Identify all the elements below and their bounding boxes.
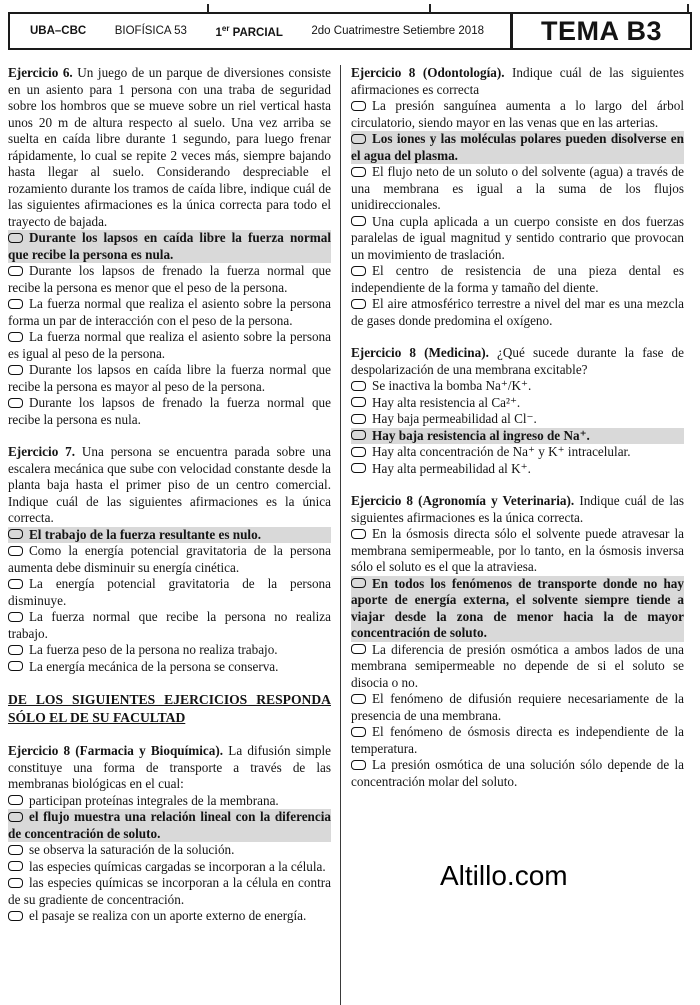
exercise-intro: [8, 444, 331, 527]
option-text: las especies químicas se incorporan a la célula en contra de su gradiente de concentración.: [8, 875, 331, 907]
answer-option: [351, 164, 684, 214]
option-text: el pasaje se realiza con un aporte externo de energía.: [29, 908, 307, 923]
answer-option: [351, 576, 684, 642]
answer-checkbox[interactable]: [351, 727, 366, 737]
option-text: las especies químicas cargadas se incorporan a la célula.: [29, 858, 326, 874]
section-heading: DE LOS SIGUIENTES EJERCICIOS RESPONDA SÓLO EL DE SU FACULTAD: [8, 692, 331, 725]
option-text: Durante los lapsos en caída libre la fuerza normal que recibe la persona es mayor al peso de la persona.: [8, 362, 331, 394]
answer-checkbox[interactable]: [8, 812, 23, 822]
answer-checkbox[interactable]: [351, 216, 366, 226]
term-label: 2do Cuatrimestre Setiembre 2018: [311, 25, 484, 37]
answer-checkbox[interactable]: [351, 101, 366, 111]
option-text: El trabajo de la fuerza resultante es nulo.: [29, 526, 261, 542]
exercise-intro-text: ¿Qué sucede durante la fase de despolarización de una membrana excitable?: [351, 345, 684, 377]
exercise-intro: [351, 493, 684, 526]
answer-option: [8, 875, 331, 908]
exercise-block: [351, 345, 684, 477]
option-text: Se inactiva la bomba Na⁺/K⁺.: [372, 378, 532, 393]
exercise-block: [351, 65, 684, 329]
exercise-title: Ejercicio 8 (Odontología).: [351, 65, 505, 80]
watermark: Altillo.com: [440, 860, 568, 891]
answer-option: [351, 395, 684, 412]
exercise-title: Ejercicio 6.: [8, 65, 73, 80]
option-text: participan proteínas integrales de la membrana.: [29, 792, 279, 808]
answer-option: [8, 296, 331, 329]
option-text: El aire atmosférico terrestre a nivel del mar es una mezcla de gases donde predomina el oxígeno.: [351, 296, 684, 328]
option-text: La fuerza peso de la persona no realiza trabajo.: [29, 642, 278, 657]
option-text: Hay baja permeabilidad al Cl⁻.: [372, 411, 537, 426]
exercise-intro: [351, 65, 684, 98]
option-text: Hay alta permeabilidad al K⁺.: [372, 460, 531, 476]
exercise-intro-text: Indique cuál de las siguientes afirmaciones es correcta: [351, 65, 685, 97]
option-text: Hay alta resistencia al Ca²⁺.: [372, 394, 521, 410]
answer-checkbox[interactable]: [351, 694, 366, 704]
answer-checkbox[interactable]: [351, 299, 366, 309]
answer-option: [8, 642, 331, 659]
answer-option: [351, 461, 684, 478]
answer-option: [8, 809, 331, 842]
table-tick: [207, 4, 209, 13]
exercise-title: Ejercicio 8 (Medicina).: [351, 345, 489, 360]
answer-checkbox[interactable]: [8, 612, 23, 622]
option-text: Hay baja resistencia al ingreso de Na⁺.: [372, 427, 590, 443]
exercise-intro-text: Una persona se encuentra parada sobre una escalera mecánica que sube con velocidad constante desde la planta baja hasta el primer piso de un centro comercial. Indique cuál de las siguientes afirmaciones es la única correcta.: [8, 444, 331, 525]
answer-checkbox[interactable]: [351, 644, 366, 654]
exam-header: [8, 12, 692, 50]
answer-checkbox[interactable]: [351, 134, 366, 144]
option-text: En la ósmosis directa sólo el solvente puede atravesar la membrana semipermeable, por lo tanto, en la ósmosis inversa sólo el soluto es el que la atraviesa.: [351, 526, 684, 574]
option-text: En todos los fenómenos de transporte donde no hay aporte de energía externa, el solvente siempre tiende a viajar desde la zona de menor hacia la de mayor concentración de soluto.: [351, 575, 684, 640]
answer-checkbox[interactable]: [8, 861, 23, 871]
answer-checkbox[interactable]: [8, 878, 23, 888]
answer-option: [351, 214, 684, 264]
answer-checkbox[interactable]: [8, 299, 23, 309]
answer-checkbox[interactable]: [351, 529, 366, 539]
answer-checkbox[interactable]: [8, 645, 23, 655]
option-text: La fuerza normal que realiza el asiento sobre la persona es igual al peso de la persona.: [8, 329, 331, 361]
answer-checkbox[interactable]: [8, 546, 23, 556]
table-tick: [429, 4, 431, 13]
answer-checkbox[interactable]: [8, 579, 23, 589]
answer-option: [8, 329, 331, 362]
exercise-intro-text: Un juego de un parque de diversiones consiste en un asiento para 1 persona con una traba de seguridad sobre los hombros que se mueve sobre un riel vertical hasta unos 20 m de altura respecto al suelo. Una vez arriba se suelta en caída libre durante 1 segundo, para luego frenar rápidamente, lo cual se repite 2 veces más, siempre bajando hasta llegar al suelo. Considerando despreciable el rozamiento durante los tramos de caída libre, indique cuál de las siguientes afirmaciones es la única correcta para todo el trayecto de bajada.: [8, 65, 331, 229]
option-text: Durante los lapsos en caída libre la fuerza normal que recibe la persona es nula.: [8, 230, 331, 262]
option-text: Durante los lapsos de frenado la fuerza normal que recibe la persona es menor que el peso de la persona.: [8, 263, 331, 295]
answer-option: [8, 576, 331, 609]
option-text: El centro de resistencia de una pieza dental es independiente de la forma y tamaño del diente.: [351, 263, 684, 295]
answer-checkbox[interactable]: [351, 397, 366, 407]
answer-checkbox[interactable]: [8, 795, 23, 805]
course-label: UBA–CBC: [30, 25, 87, 37]
answer-option: [351, 642, 684, 692]
answer-option: [8, 527, 331, 544]
answer-option: [351, 724, 684, 757]
exercise-block: [351, 493, 684, 790]
table-tick: [687, 4, 689, 13]
answer-checkbox[interactable]: [351, 266, 366, 276]
answer-option: [8, 609, 331, 642]
answer-option: [351, 296, 684, 329]
answer-checkbox[interactable]: [8, 911, 23, 921]
answer-option: [8, 362, 331, 395]
option-text: El flujo neto de un soluto o del solvente (agua) a través de una membrana es igual a la suma de los flujos unidireccionales.: [351, 164, 684, 212]
option-text: La diferencia de presión osmótica a ambos lados de una membrana semipermeable no depende de si el soluto se disocia o no.: [351, 641, 684, 690]
answer-option: [8, 230, 331, 263]
answer-checkbox[interactable]: [8, 398, 23, 408]
answer-checkbox[interactable]: [8, 529, 23, 539]
answer-option: [351, 428, 684, 445]
exercise-intro-text: Indique cuál de las siguientes afirmaciones es la única correcta.: [351, 493, 684, 525]
answer-option: [8, 543, 331, 576]
answer-option: [351, 691, 684, 724]
answer-option: [8, 659, 331, 676]
exercise-intro: [351, 345, 684, 378]
answer-checkbox[interactable]: [351, 414, 366, 424]
answer-checkbox[interactable]: [8, 661, 23, 671]
answer-option: [351, 98, 684, 131]
answer-checkbox[interactable]: [8, 233, 23, 243]
answer-option: [351, 411, 684, 428]
left-column: [8, 65, 341, 1005]
answer-option: [8, 859, 331, 876]
subject-label: BIOFÍSICA 53: [114, 25, 187, 37]
answer-option: [351, 378, 684, 395]
answer-checkbox[interactable]: [351, 447, 366, 457]
option-text: La fuerza normal que recibe la persona no realiza trabajo.: [8, 609, 331, 641]
option-text: El fenómeno de ósmosis directa es independiente de la temperatura.: [351, 724, 684, 756]
answer-checkbox[interactable]: [351, 578, 366, 588]
exercise-block: [8, 65, 331, 428]
exercise-intro: [8, 743, 331, 793]
option-text: La energía mecánica de la persona se conserva.: [29, 658, 279, 674]
answer-option: [351, 131, 684, 164]
exercise-title: Ejercicio 8 (Farmacia y Bioquímica).: [8, 743, 224, 758]
answer-checkbox[interactable]: [351, 381, 366, 391]
exam-label: 1er PARCIAL: [215, 23, 283, 39]
answer-option: [8, 842, 331, 859]
option-text: La energía potencial gravitatoria de la persona disminuye.: [8, 576, 331, 608]
answer-option: [351, 526, 684, 576]
exam-body: [8, 65, 692, 1005]
option-text: La presión osmótica de una solución sólo depende de la concentración molar del soluto.: [351, 757, 684, 789]
answer-checkbox[interactable]: [8, 332, 23, 342]
option-text: se observa la saturación de la solución.: [29, 842, 235, 857]
answer-option: [351, 444, 684, 461]
option-text: Durante los lapsos de frenado la fuerza normal que recibe la persona es nula.: [8, 395, 331, 427]
option-text: La presión sanguínea aumenta a lo largo del árbol circulatorio, siendo mayor en las venas que en las arterias.: [351, 98, 684, 130]
answer-checkbox[interactable]: [8, 845, 23, 855]
exercise-block: [8, 444, 331, 675]
option-text: Los iones y las moléculas polares pueden disolverse en el agua del plasma.: [351, 131, 684, 163]
answer-checkbox[interactable]: [8, 365, 23, 375]
answer-checkbox[interactable]: [351, 463, 366, 473]
option-text: el flujo muestra una relación lineal con la diferencia de concentración de soluto.: [8, 809, 331, 841]
answer-checkbox[interactable]: [351, 167, 366, 177]
answer-checkbox[interactable]: [351, 760, 366, 770]
option-text: La fuerza normal que realiza el asiento sobre la persona forma un par de interacción con el peso de la persona.: [8, 296, 331, 328]
exercise-intro-text: La difusión simple constituye una forma de transporte a través de las membranas biológicas en el cual:: [8, 743, 331, 791]
exercise-title: Ejercicio 7.: [8, 444, 76, 459]
answer-option: [351, 263, 684, 296]
exercise-block: [8, 743, 331, 925]
answer-checkbox[interactable]: [8, 266, 23, 276]
tema-label: TEMA B3: [511, 12, 692, 50]
answer-checkbox[interactable]: [351, 430, 366, 440]
option-text: Como la energía potencial gravitatoria de la persona aumenta debe disminuir su energía cinética.: [8, 543, 331, 575]
answer-option: [8, 395, 331, 428]
answer-option: [8, 263, 331, 296]
header-info-row: [8, 12, 512, 50]
exercise-intro: [8, 65, 331, 230]
option-text: El fenómeno de difusión requiere necesariamente de la presencia de una membrana.: [351, 691, 684, 723]
option-text: Hay alta concentración de Na⁺ y K⁺ intracelular.: [372, 444, 631, 459]
answer-option: [351, 757, 684, 790]
answer-option: [8, 793, 331, 810]
exercise-title: Ejercicio 8 (Agronomía y Veterinaria).: [351, 493, 575, 508]
answer-option: [8, 908, 331, 925]
option-text: Una cupla aplicada a un cuerpo consiste en dos fuerzas paralelas de igual magnitud y sentido contrario que provocan un movimiento de traslación.: [351, 213, 684, 262]
